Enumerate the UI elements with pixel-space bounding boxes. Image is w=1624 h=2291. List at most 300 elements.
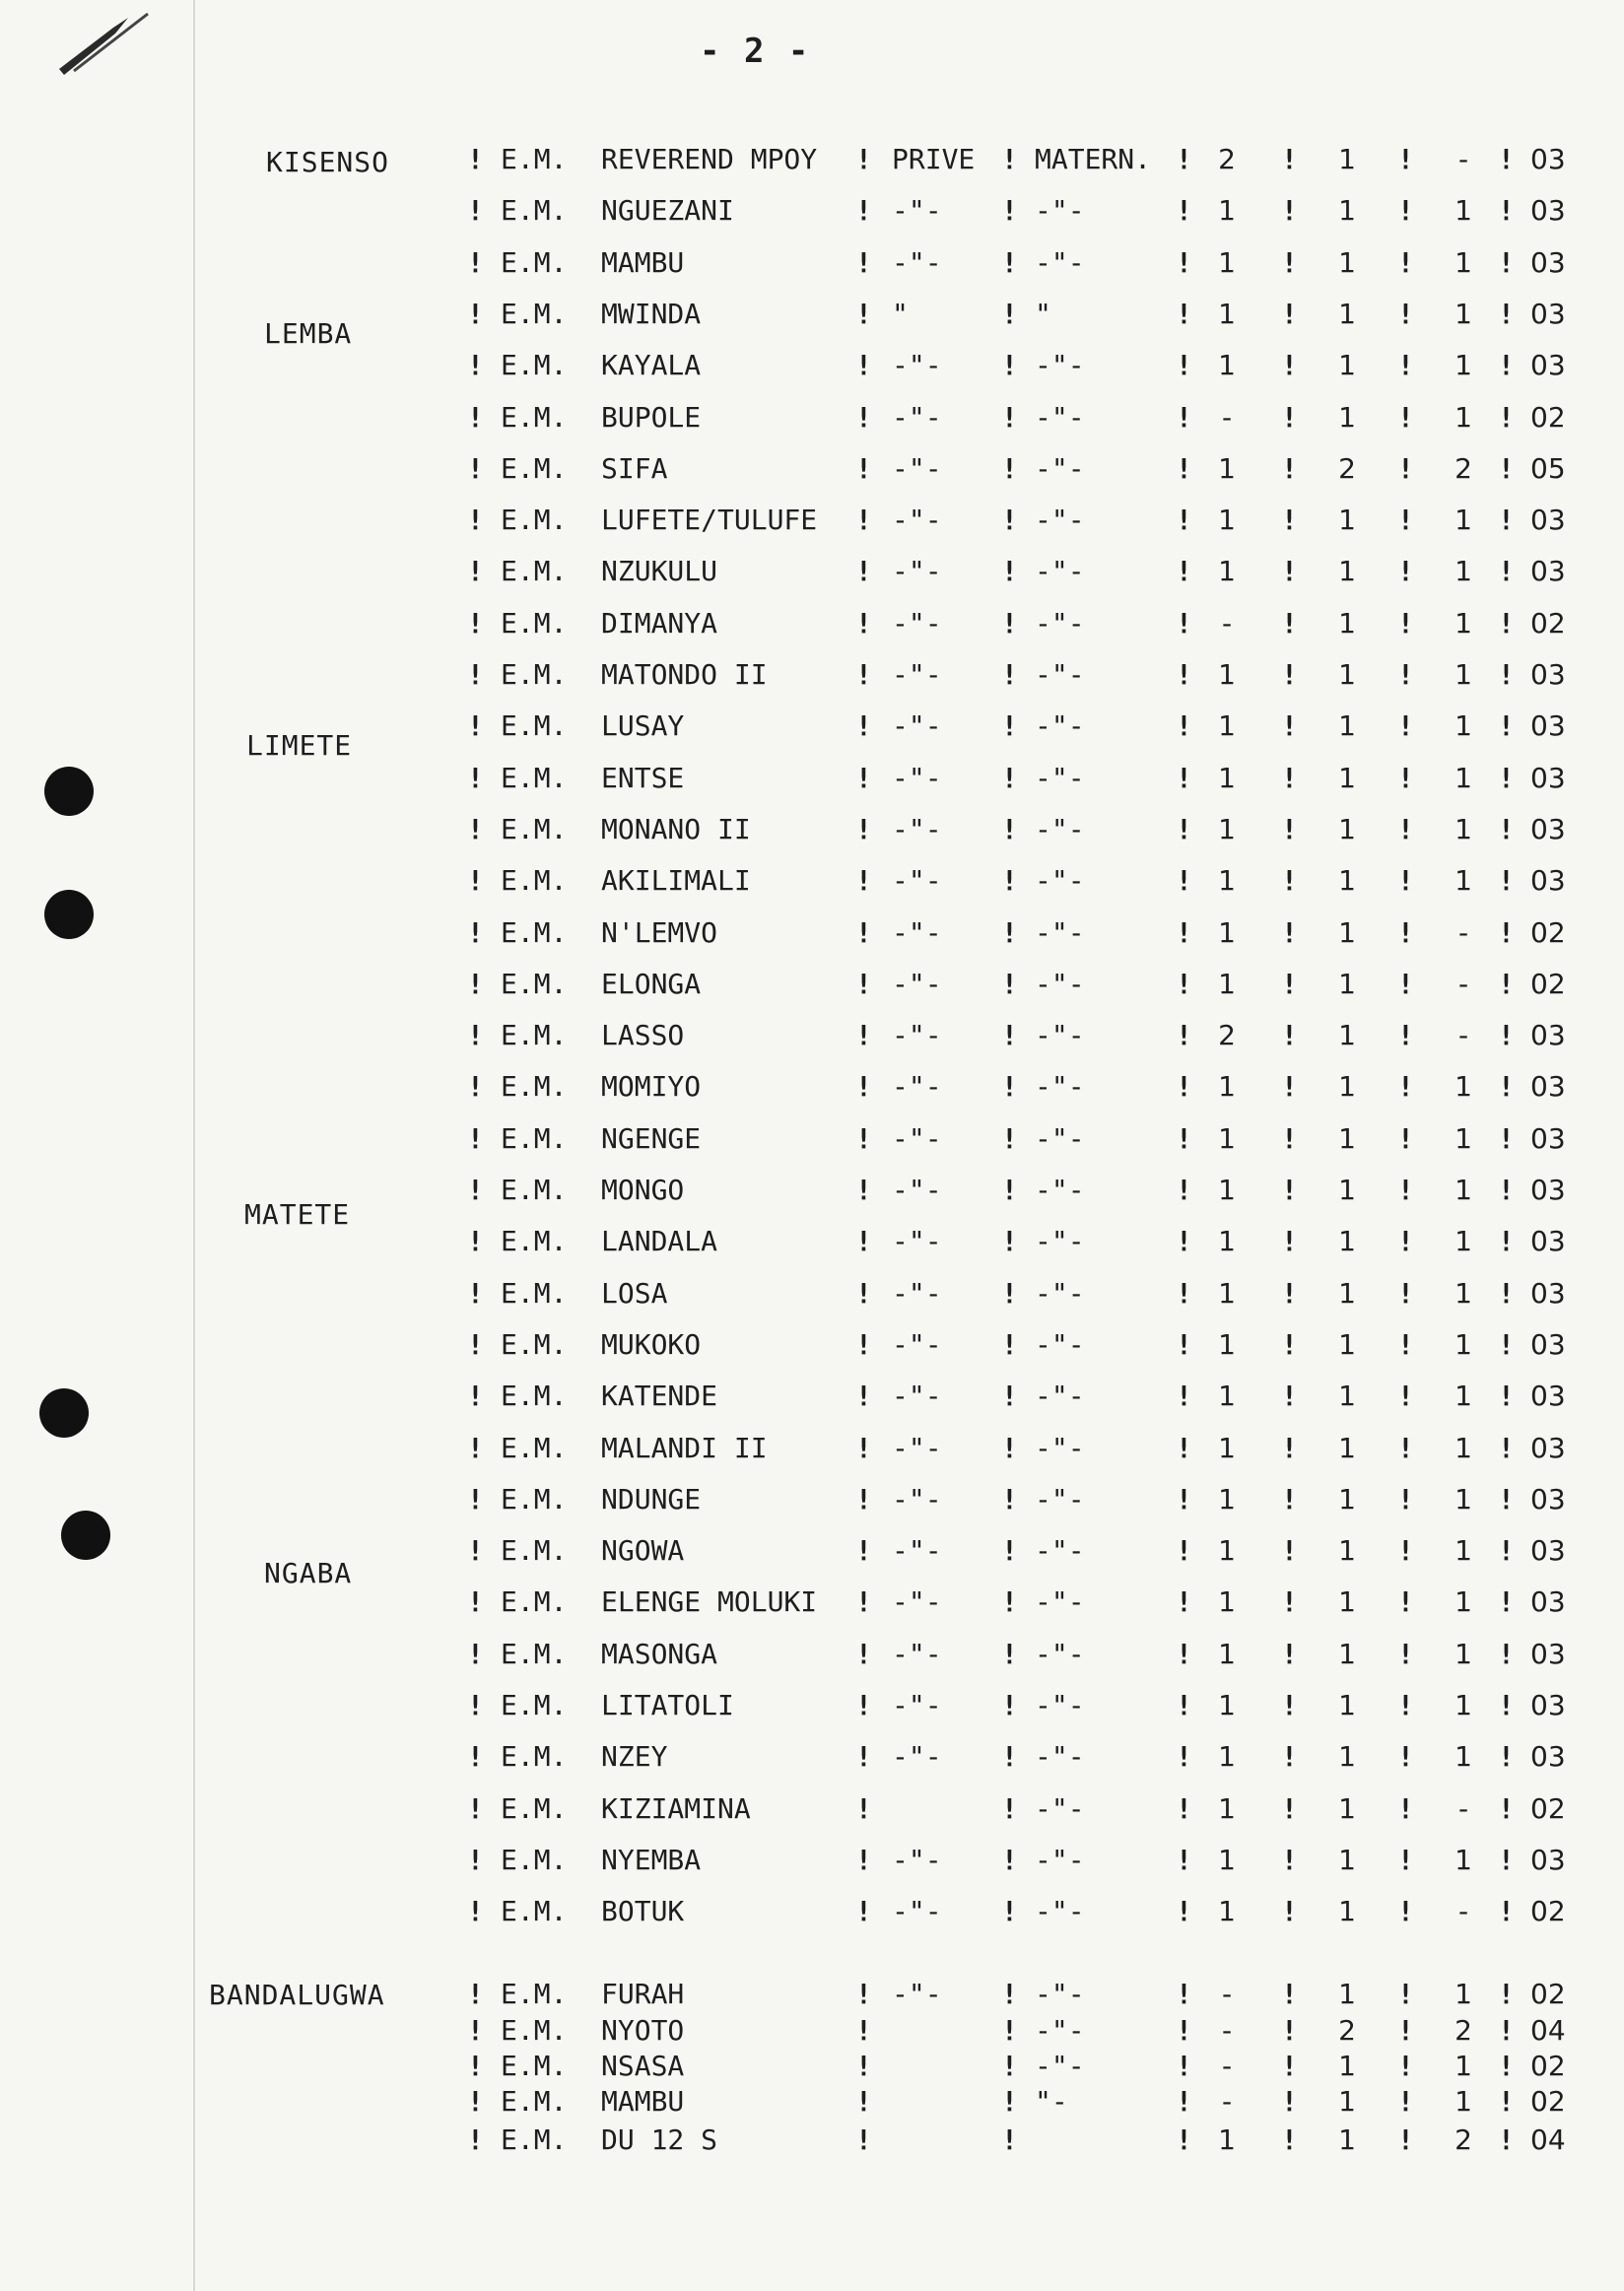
column-separator: ! <box>1001 2014 1018 2047</box>
count-cell-2: 1 <box>1338 2050 1356 2082</box>
ownership-cell: -"- <box>892 916 942 949</box>
school-prefix: E.M. <box>501 349 568 381</box>
count-cell-2: 1 <box>1338 1174 1356 1206</box>
category-cell: -"- <box>1035 968 1085 1000</box>
count-cell-2: 1 <box>1338 2085 1356 2118</box>
column-separator: ! <box>467 607 484 640</box>
count-cell-2: 1 <box>1338 1534 1356 1567</box>
ownership-cell: -"- <box>892 1844 942 1876</box>
column-separator: ! <box>467 709 484 742</box>
column-separator: ! <box>855 143 872 175</box>
column-separator: ! <box>1281 349 1298 381</box>
column-separator: ! <box>1498 1019 1515 1051</box>
column-separator: ! <box>1001 504 1018 536</box>
column-separator: ! <box>467 762 484 794</box>
column-separator: ! <box>1176 709 1192 742</box>
column-separator: ! <box>1281 916 1298 949</box>
school-prefix: E.M. <box>501 246 568 279</box>
count-cell-3: 1 <box>1455 1978 1472 2010</box>
column-separator: ! <box>1001 1483 1018 1516</box>
column-separator: ! <box>467 1380 484 1412</box>
count-cell-1: - <box>1221 607 1233 640</box>
count-cell-1: 2 <box>1218 143 1236 175</box>
column-separator: ! <box>1281 298 1298 330</box>
count-cell-2: 1 <box>1338 349 1356 381</box>
column-separator: ! <box>1397 1689 1414 1721</box>
count-cell-3: 1 <box>1455 658 1472 691</box>
ownership-cell: -"- <box>892 762 942 794</box>
column-separator: ! <box>1498 1792 1515 1825</box>
column-separator: ! <box>467 916 484 949</box>
count-cell-1: - <box>1221 2085 1233 2118</box>
total-cell: 03 <box>1530 864 1566 897</box>
ownership-cell: -"- <box>892 1380 942 1412</box>
ownership-cell: -"- <box>892 1174 942 1206</box>
column-separator: ! <box>1281 194 1298 227</box>
school-name: NGUEZANI <box>601 194 734 227</box>
count-cell-2: 1 <box>1338 1019 1356 1051</box>
district-label: NGABA <box>264 1557 353 1589</box>
category-cell: -"- <box>1035 555 1085 587</box>
table-row <box>0 709 1624 759</box>
table-row <box>0 607 1624 656</box>
column-separator: ! <box>855 452 872 485</box>
staple-mark-icon <box>54 10 163 79</box>
count-cell-1: 1 <box>1218 298 1236 330</box>
column-separator: ! <box>467 1432 484 1464</box>
table-row <box>0 1792 1624 1842</box>
column-separator: ! <box>1498 246 1515 279</box>
column-separator: ! <box>1498 1277 1515 1310</box>
total-cell: 02 <box>1530 968 1566 1000</box>
total-cell: 02 <box>1530 1978 1566 2010</box>
count-cell-2: 1 <box>1338 813 1356 845</box>
category-cell: -"- <box>1035 607 1085 640</box>
count-cell-2: 1 <box>1338 658 1356 691</box>
column-separator: ! <box>1281 762 1298 794</box>
column-separator: ! <box>1281 555 1298 587</box>
ownership-cell: -"- <box>892 607 942 640</box>
count-cell-3: 1 <box>1455 1534 1472 1567</box>
column-separator: ! <box>467 1534 484 1567</box>
column-separator: ! <box>1498 1895 1515 1927</box>
column-separator: ! <box>1498 1380 1515 1412</box>
count-cell-2: 1 <box>1338 1978 1356 2010</box>
total-cell: 03 <box>1530 658 1566 691</box>
table-row <box>0 349 1624 398</box>
column-separator: ! <box>1001 401 1018 434</box>
count-cell-1: 1 <box>1218 968 1236 1000</box>
column-separator: ! <box>467 1978 484 2010</box>
category-cell: -"- <box>1035 1740 1085 1773</box>
column-separator: ! <box>1001 1122 1018 1155</box>
school-prefix: E.M. <box>501 1277 568 1310</box>
column-separator: ! <box>1498 349 1515 381</box>
column-separator: ! <box>1498 1483 1515 1516</box>
column-separator: ! <box>1498 1844 1515 1876</box>
column-separator: ! <box>467 1483 484 1516</box>
table-row <box>0 1585 1624 1635</box>
column-separator: ! <box>855 1740 872 1773</box>
column-separator: ! <box>1498 143 1515 175</box>
column-separator: ! <box>1397 658 1414 691</box>
table-row <box>0 1844 1624 1893</box>
count-cell-2: 1 <box>1338 1638 1356 1670</box>
count-cell-3: 1 <box>1455 1328 1472 1361</box>
total-cell: 03 <box>1530 1019 1566 1051</box>
column-separator: ! <box>1397 813 1414 845</box>
total-cell: 02 <box>1530 401 1566 434</box>
category-cell: -"- <box>1035 2050 1085 2082</box>
school-name: AKILIMALI <box>601 864 751 897</box>
table-row <box>0 1122 1624 1172</box>
column-separator: ! <box>1397 2085 1414 2118</box>
column-separator: ! <box>467 1689 484 1721</box>
column-separator: ! <box>467 555 484 587</box>
column-separator: ! <box>467 1844 484 1876</box>
column-separator: ! <box>1281 1638 1298 1670</box>
column-separator: ! <box>1281 1895 1298 1927</box>
column-separator: ! <box>1281 2085 1298 2118</box>
count-cell-1: 1 <box>1218 1844 1236 1876</box>
count-cell-2: 1 <box>1338 1792 1356 1825</box>
column-separator: ! <box>855 1792 872 1825</box>
total-cell: 02 <box>1530 2050 1566 2082</box>
table-row <box>0 864 1624 913</box>
school-name: DU 12 S <box>601 2123 718 2156</box>
school-prefix: E.M. <box>501 143 568 175</box>
column-separator: ! <box>1397 1585 1414 1618</box>
school-name: LANDALA <box>601 1225 718 1257</box>
column-separator: ! <box>467 1122 484 1155</box>
ownership-cell: -"- <box>892 452 942 485</box>
column-separator: ! <box>467 2123 484 2156</box>
total-cell: 03 <box>1530 246 1566 279</box>
total-cell: 03 <box>1530 555 1566 587</box>
column-separator: ! <box>1176 1978 1192 2010</box>
column-separator: ! <box>855 1328 872 1361</box>
school-name: MASONGA <box>601 1638 718 1670</box>
column-separator: ! <box>855 504 872 536</box>
school-prefix: E.M. <box>501 1070 568 1103</box>
count-cell-2: 1 <box>1338 298 1356 330</box>
column-separator: ! <box>1001 1534 1018 1567</box>
column-separator: ! <box>1397 1638 1414 1670</box>
count-cell-3: - <box>1457 1792 1469 1825</box>
count-cell-3: 1 <box>1455 298 1472 330</box>
school-name: MONANO II <box>601 813 751 845</box>
column-separator: ! <box>855 2014 872 2047</box>
column-separator: ! <box>1281 709 1298 742</box>
total-cell: 03 <box>1530 813 1566 845</box>
column-separator: ! <box>1397 1380 1414 1412</box>
count-cell-3: 1 <box>1455 1740 1472 1773</box>
column-separator: ! <box>855 2085 872 2118</box>
column-separator: ! <box>467 504 484 536</box>
column-separator: ! <box>1498 194 1515 227</box>
count-cell-1: - <box>1221 2050 1233 2082</box>
table-row <box>0 1895 1624 1944</box>
column-separator: ! <box>855 1380 872 1412</box>
column-separator: ! <box>1397 246 1414 279</box>
table-row <box>0 1534 1624 1583</box>
ownership-cell: PRIVE <box>892 143 976 175</box>
count-cell-3: - <box>1457 1895 1469 1927</box>
column-separator: ! <box>1281 246 1298 279</box>
column-separator: ! <box>855 1585 872 1618</box>
category-cell: -"- <box>1035 1019 1085 1051</box>
column-separator: ! <box>1397 1328 1414 1361</box>
school-prefix: E.M. <box>501 1534 568 1567</box>
total-cell: 04 <box>1530 2014 1566 2047</box>
column-separator: ! <box>1176 555 1192 587</box>
count-cell-2: 1 <box>1338 401 1356 434</box>
count-cell-2: 1 <box>1338 1225 1356 1257</box>
ownership-cell: -"- <box>892 1740 942 1773</box>
ownership-cell: -"- <box>892 401 942 434</box>
table-row <box>0 1174 1624 1223</box>
column-separator: ! <box>855 1978 872 2010</box>
column-separator: ! <box>855 607 872 640</box>
school-prefix: E.M. <box>501 813 568 845</box>
count-cell-2: 1 <box>1338 1844 1356 1876</box>
ownership-cell: -"- <box>892 1689 942 1721</box>
school-name: KIZIAMINA <box>601 1792 751 1825</box>
count-cell-3: 1 <box>1455 762 1472 794</box>
column-separator: ! <box>1001 143 1018 175</box>
column-separator: ! <box>1397 194 1414 227</box>
district-label: LIMETE <box>246 729 353 762</box>
total-cell: 03 <box>1530 1689 1566 1721</box>
table-row <box>0 401 1624 450</box>
column-separator: ! <box>1397 143 1414 175</box>
column-separator: ! <box>855 2050 872 2082</box>
category-cell: -"- <box>1035 762 1085 794</box>
column-separator: ! <box>1498 658 1515 691</box>
ownership-cell: " <box>892 298 909 330</box>
column-separator: ! <box>1176 1070 1192 1103</box>
ownership-cell: -"- <box>892 1978 942 2010</box>
count-cell-2: 1 <box>1338 762 1356 794</box>
total-cell: 03 <box>1530 762 1566 794</box>
table-row <box>0 658 1624 708</box>
column-separator: ! <box>1281 1328 1298 1361</box>
column-separator: ! <box>1281 1689 1298 1721</box>
school-prefix: E.M. <box>501 504 568 536</box>
count-cell-1: 1 <box>1218 1740 1236 1773</box>
total-cell: 02 <box>1530 2085 1566 2118</box>
count-cell-2: 1 <box>1338 246 1356 279</box>
count-cell-3: 1 <box>1455 813 1472 845</box>
count-cell-3: 1 <box>1455 1638 1472 1670</box>
count-cell-3: 1 <box>1455 1844 1472 1876</box>
column-separator: ! <box>1176 504 1192 536</box>
column-separator: ! <box>1281 1844 1298 1876</box>
table-row <box>0 813 1624 862</box>
column-separator: ! <box>1001 1380 1018 1412</box>
category-cell: -"- <box>1035 709 1085 742</box>
count-cell-1: - <box>1221 401 1233 434</box>
count-cell-2: 1 <box>1338 1585 1356 1618</box>
category-cell: -"- <box>1035 194 1085 227</box>
category-cell: -"- <box>1035 1483 1085 1516</box>
column-separator: ! <box>1176 813 1192 845</box>
total-cell: 05 <box>1530 452 1566 485</box>
count-cell-3: - <box>1457 1019 1469 1051</box>
table-row <box>0 916 1624 966</box>
count-cell-2: 1 <box>1338 504 1356 536</box>
column-separator: ! <box>1001 1585 1018 1618</box>
column-separator: ! <box>855 864 872 897</box>
total-cell: 02 <box>1530 607 1566 640</box>
column-separator: ! <box>1001 1328 1018 1361</box>
school-prefix: E.M. <box>501 1792 568 1825</box>
column-separator: ! <box>1498 1689 1515 1721</box>
table-row <box>0 968 1624 1017</box>
ownership-cell: -"- <box>892 1585 942 1618</box>
column-separator: ! <box>1001 1689 1018 1721</box>
count-cell-3: 1 <box>1455 1277 1472 1310</box>
column-separator: ! <box>1176 401 1192 434</box>
ownership-cell: -"- <box>892 504 942 536</box>
column-separator: ! <box>1281 1174 1298 1206</box>
district-label: LEMBA <box>264 317 353 350</box>
count-cell-2: 1 <box>1338 1380 1356 1412</box>
column-separator: ! <box>1498 864 1515 897</box>
table-row <box>0 1689 1624 1738</box>
total-cell: 03 <box>1530 1070 1566 1103</box>
column-separator: ! <box>1176 1328 1192 1361</box>
school-name: LITATOLI <box>601 1689 734 1721</box>
column-separator: ! <box>1397 1174 1414 1206</box>
school-prefix: E.M. <box>501 1895 568 1927</box>
column-separator: ! <box>855 1122 872 1155</box>
count-cell-1: 1 <box>1218 1432 1236 1464</box>
school-name: SIFA <box>601 452 668 485</box>
column-separator: ! <box>1176 1277 1192 1310</box>
category-cell: -"- <box>1035 1585 1085 1618</box>
column-separator: ! <box>1176 1638 1192 1670</box>
column-separator: ! <box>467 1792 484 1825</box>
column-separator: ! <box>1281 1585 1298 1618</box>
table-row <box>0 1019 1624 1068</box>
column-separator: ! <box>1176 1432 1192 1464</box>
category-cell: -"- <box>1035 1225 1085 1257</box>
count-cell-3: 1 <box>1455 1174 1472 1206</box>
column-separator: ! <box>1176 1585 1192 1618</box>
column-separator: ! <box>1176 1689 1192 1721</box>
count-cell-3: 1 <box>1455 2050 1472 2082</box>
total-cell: 03 <box>1530 143 1566 175</box>
category-cell: " <box>1035 298 1051 330</box>
column-separator: ! <box>1397 864 1414 897</box>
count-cell-3: - <box>1457 143 1469 175</box>
column-separator: ! <box>467 349 484 381</box>
column-separator: ! <box>1001 1978 1018 2010</box>
district-label: KISENSO <box>266 146 390 178</box>
column-separator: ! <box>1281 1070 1298 1103</box>
column-separator: ! <box>1001 1070 1018 1103</box>
total-cell: 02 <box>1530 1792 1566 1825</box>
category-cell: "- <box>1035 2085 1068 2118</box>
count-cell-3: 1 <box>1455 1585 1472 1618</box>
column-separator: ! <box>1498 1432 1515 1464</box>
column-separator: ! <box>1397 1792 1414 1825</box>
school-name: NYEMBA <box>601 1844 702 1876</box>
column-separator: ! <box>1176 246 1192 279</box>
count-cell-1: 1 <box>1218 709 1236 742</box>
column-separator: ! <box>1281 1978 1298 2010</box>
count-cell-1: 1 <box>1218 1225 1236 1257</box>
column-separator: ! <box>1001 555 1018 587</box>
count-cell-2: 1 <box>1338 968 1356 1000</box>
count-cell-1: 1 <box>1218 916 1236 949</box>
count-cell-3: - <box>1457 916 1469 949</box>
column-separator: ! <box>467 2085 484 2118</box>
page-number: - 2 - <box>700 32 811 71</box>
column-separator: ! <box>855 1019 872 1051</box>
column-separator: ! <box>1001 1432 1018 1464</box>
table-row <box>0 298 1624 347</box>
table-row <box>0 1483 1624 1532</box>
school-prefix: E.M. <box>501 1483 568 1516</box>
table-row <box>0 1328 1624 1378</box>
column-separator: ! <box>1498 2050 1515 2082</box>
column-separator: ! <box>1281 607 1298 640</box>
column-separator: ! <box>1397 1432 1414 1464</box>
count-cell-1: - <box>1221 1978 1233 2010</box>
school-prefix: E.M. <box>501 2050 568 2082</box>
count-cell-3: 1 <box>1455 1432 1472 1464</box>
column-separator: ! <box>1397 1740 1414 1773</box>
school-prefix: E.M. <box>501 1689 568 1721</box>
school-name: MONGO <box>601 1174 685 1206</box>
column-separator: ! <box>1176 194 1192 227</box>
column-separator: ! <box>467 298 484 330</box>
school-name: LASSO <box>601 1019 685 1051</box>
column-separator: ! <box>1498 1585 1515 1618</box>
column-separator: ! <box>1498 709 1515 742</box>
count-cell-1: 1 <box>1218 246 1236 279</box>
column-separator: ! <box>467 1070 484 1103</box>
total-cell: 03 <box>1530 1483 1566 1516</box>
count-cell-3: 1 <box>1455 555 1472 587</box>
count-cell-3: 1 <box>1455 607 1472 640</box>
school-prefix: E.M. <box>501 1844 568 1876</box>
column-separator: ! <box>1498 504 1515 536</box>
column-separator: ! <box>855 762 872 794</box>
column-separator: ! <box>1281 813 1298 845</box>
school-prefix: E.M. <box>501 1638 568 1670</box>
column-separator: ! <box>1397 1844 1414 1876</box>
column-separator: ! <box>1176 1844 1192 1876</box>
column-separator: ! <box>1176 1792 1192 1825</box>
column-separator: ! <box>1176 1740 1192 1773</box>
school-prefix: E.M. <box>501 401 568 434</box>
column-separator: ! <box>1001 452 1018 485</box>
column-separator: ! <box>1498 607 1515 640</box>
total-cell: 03 <box>1530 504 1566 536</box>
total-cell: 03 <box>1530 1844 1566 1876</box>
count-cell-1: - <box>1221 2014 1233 2047</box>
column-separator: ! <box>467 1895 484 1927</box>
count-cell-1: 1 <box>1218 1174 1236 1206</box>
column-separator: ! <box>1281 2014 1298 2047</box>
count-cell-2: 1 <box>1338 864 1356 897</box>
column-separator: ! <box>855 709 872 742</box>
column-separator: ! <box>1281 2123 1298 2156</box>
school-name: LOSA <box>601 1277 668 1310</box>
